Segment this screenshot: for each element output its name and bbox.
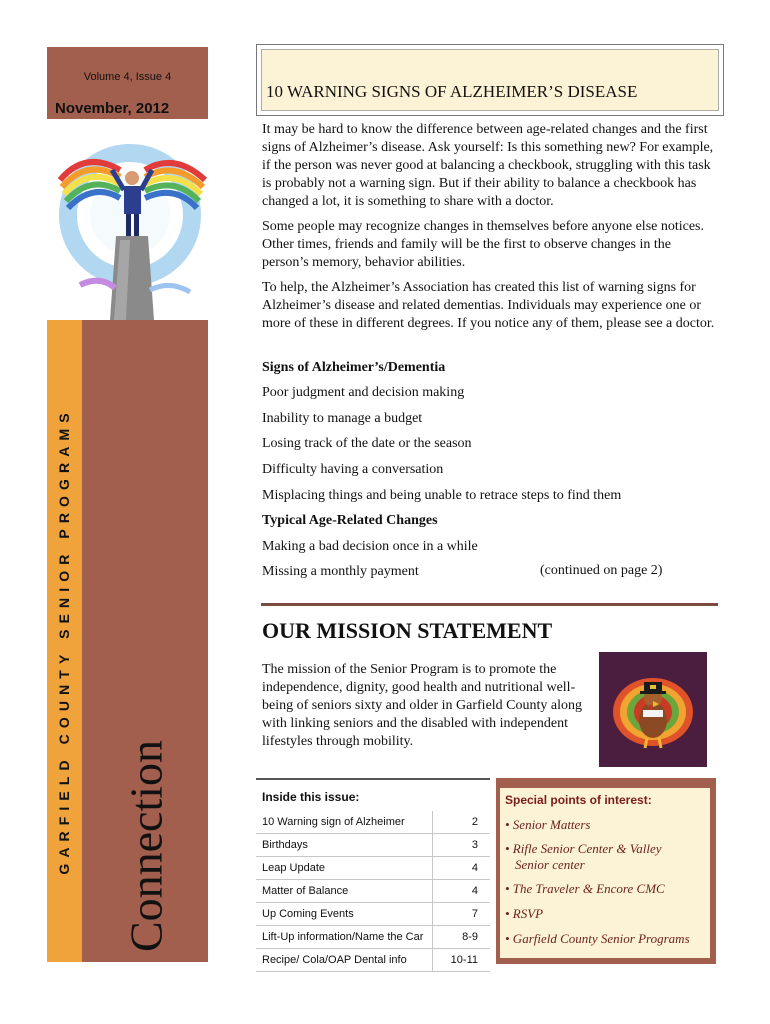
- article-paragraph-2: Some people may recognize changes in themselves before anyone else notices. Other times, friends and family will be the first to observe changes in the person’s memory, behavior abilities.: [262, 219, 705, 270]
- toc-page: 4: [471, 862, 478, 874]
- article-paragraph-3: To help, the Alzheimer’s Association has created this list of warning signs for Alzheimer’s disease and related dementias. Individuals may experience one or more of these in different degrees. If you notice any of them, please see a doctor.: [262, 280, 715, 331]
- toc-row[interactable]: [256, 926, 490, 949]
- special-point-item: • RSVP: [505, 906, 544, 921]
- toc-page: 8-9: [462, 931, 478, 943]
- turkey-illustration: [599, 652, 707, 767]
- toc-row[interactable]: [256, 834, 490, 857]
- typical-item: Missing a monthly payment: [262, 564, 419, 579]
- sign-item: Misplacing things and being unable to retrace steps to find them: [262, 488, 622, 503]
- issue-date: November, 2012: [55, 100, 170, 117]
- toc-row[interactable]: [256, 903, 490, 926]
- toc-top-rule: [256, 778, 490, 780]
- toc-page: 4: [471, 885, 478, 897]
- toc-title: Lift-Up information/Name the Car: [262, 931, 424, 943]
- typical-item: Making a bad decision once in a while: [262, 539, 478, 554]
- article-paragraph-1: It may be hard to know the difference between age-related changes and the first signs of Alzheimer’s disease. Ask yourself: Is this something new? For example, if the person was never good at balancing a checkbook, struggling with this task is probably not a warning sign. But if their ability to balance a checkbook has changed a lot, it is something to share with a doctor.: [262, 122, 714, 209]
- sign-item: Poor judgment and decision making: [262, 385, 465, 400]
- toc-title: 10 Warning sign of Alzheimer: [262, 816, 405, 828]
- rainbow-figure-illustration: [50, 140, 210, 320]
- inside-issue-table: [256, 811, 490, 972]
- special-point-item: Senior center: [515, 857, 585, 872]
- sign-item: Inability to manage a budget: [262, 411, 423, 426]
- special-point-item: • Senior Matters: [505, 817, 591, 832]
- mission-title: OUR MISSION STATEMENT: [262, 618, 553, 643]
- special-point-item: • Rifle Senior Center & Valley: [505, 841, 662, 856]
- sign-item: Difficulty having a conversation: [262, 462, 444, 477]
- toc-row[interactable]: [256, 949, 490, 972]
- headline-box: [256, 44, 724, 116]
- article-headline: 10 WARNING SIGNS OF ALZHEIMER’S DISEASE: [266, 82, 638, 101]
- toc-page: 3: [471, 839, 478, 851]
- special-point-item: • The Traveler & Encore CMC: [505, 881, 665, 896]
- toc-page: 10-11: [450, 954, 478, 966]
- special-point-item: • Garfield County Senior Programs: [505, 931, 690, 946]
- typical-changes-heading: Typical Age-Related Changes: [262, 513, 438, 528]
- toc-title: Up Coming Events: [262, 908, 354, 920]
- toc-title: Recipe/ Cola/OAP Dental info: [262, 954, 407, 966]
- toc-title: Matter of Balance: [262, 885, 349, 897]
- toc-title: Leap Update: [262, 862, 325, 874]
- toc-page: 2: [471, 816, 478, 828]
- signs-heading: Signs of Alzheimer’s/Dementia: [262, 360, 446, 375]
- special-points-heading: Special points of interest:: [505, 793, 652, 807]
- toc-row[interactable]: [256, 857, 490, 880]
- section-divider: [261, 603, 718, 606]
- continued-note: (continued on page 2): [540, 563, 663, 578]
- toc-row[interactable]: [256, 811, 490, 834]
- toc-title: Birthdays: [262, 839, 308, 851]
- turkey-icon: [599, 652, 707, 767]
- toc-page: 7: [471, 908, 478, 920]
- volume-issue: Volume 4, Issue 4: [83, 71, 172, 83]
- sign-item: Losing track of the date or the season: [262, 436, 472, 451]
- inside-issue-heading: Inside this issue:: [262, 790, 360, 804]
- toc-row[interactable]: [256, 880, 490, 903]
- mission-text: The mission of the Senior Program is to promote the independence, dignity, good health and nutritional well-being of seniors sixty and older in Garfield County along with linking seniors and the disabled with independent lifestyles through mobility.: [262, 662, 582, 749]
